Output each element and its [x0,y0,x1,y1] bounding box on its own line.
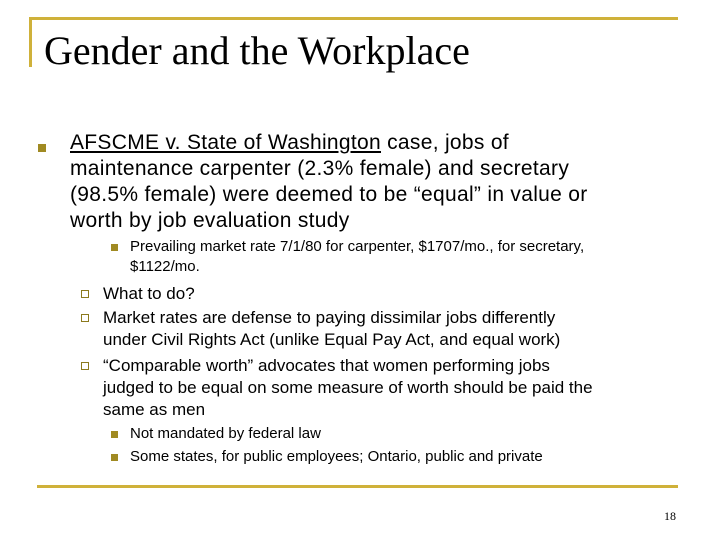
square-bullet-icon [111,431,118,438]
sub-bullet-line: Prevailing market rate 7/1/80 for carpenter, $1707/mo., for secretary, [130,238,585,255]
item-what: What to do? [103,284,195,303]
bullet-line: (98.5% female) were deemed to be “equal” in value or [70,183,588,206]
bullet-line: maintenance carpenter (2.3% female) and secretary [70,157,570,180]
hollow-bullet-icon [81,362,89,370]
item-comparable-line: judged to be equal on some measure of worth should be paid the [103,378,593,397]
sub-item: Not mandated by federal law [130,425,321,442]
hollow-bullet-icon [81,290,89,298]
bullet-line [70,130,509,156]
square-bullet-icon [111,454,118,461]
case-text: case, jobs of [381,131,509,154]
top-rule [29,17,678,20]
bullet-line: worth by job evaluation study [70,209,350,232]
item-market-line: under Civil Rights Act (unlike Equal Pay Act, and equal work) [103,330,561,349]
item-market-line: Market rates are defense to paying dissimilar jobs differently [103,308,556,327]
square-bullet-icon [38,144,46,152]
case-name: AFSCME v. State of Washington [70,131,381,154]
square-bullet-icon [111,244,118,251]
hollow-bullet-icon [81,314,89,322]
sub-bullet-line: $1122/mo. [130,258,200,275]
left-rule [29,17,32,67]
item-comparable-line: same as men [103,400,206,419]
bottom-rule [37,485,678,488]
item-comparable-line: “Comparable worth” advocates that women performing jobs [103,356,550,375]
sub-item: Some states, for public employees; Ontario, public and private [130,448,543,465]
slide-title: Gender and the Workplace [44,28,470,73]
page-number: 18 [664,509,676,523]
